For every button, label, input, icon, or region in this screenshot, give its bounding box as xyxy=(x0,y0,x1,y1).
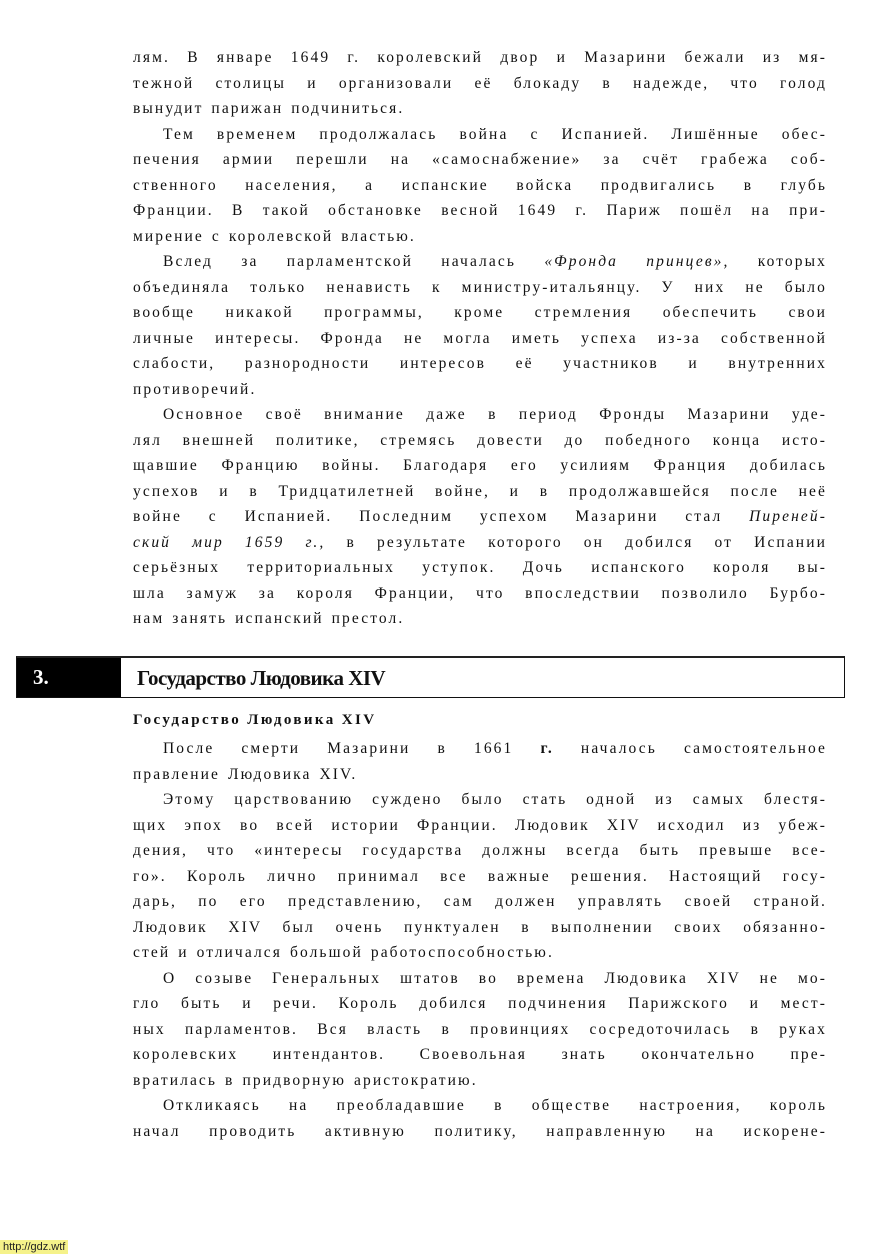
text-line: противоречий. xyxy=(133,380,257,398)
text-line: печения армии перешли на «самоснабжение» за счёт грабежа соб- xyxy=(133,151,827,168)
text-line: объединяла только ненависть к министру-итальянцу. У них не было xyxy=(133,278,827,296)
text-line: успехов и в Тридцатилетней войне, и в продолжавшейся после неё xyxy=(133,482,827,500)
text-line: гло быть и речи. Король добился подчинения Парижского и мест- xyxy=(133,995,827,1012)
text-line: О созыве Генеральных штатов во времена Людовика XIV не мо- xyxy=(163,969,827,987)
text-line: вынудит парижан подчиниться. xyxy=(133,100,405,117)
text-line: начал проводить активную политику, направленную на искорене- xyxy=(133,1122,827,1140)
text-line: лям. В январе 1649 г. королевский двор и Мазарини бежали из мя- xyxy=(133,49,827,66)
text-line: ственного населения, а испанские войска продвигались в глубь xyxy=(133,176,827,194)
text-line: Людовик XIV был очень пунктуален в выполнении своих обязанно- xyxy=(133,918,827,936)
text-line: го». Король лично принимал все важные решения. Настоящий госу- xyxy=(133,867,827,885)
italic-term: «Фронда принцев», xyxy=(544,253,730,270)
text-line: стей и отличался большой работоспособностью. xyxy=(133,944,554,961)
text-line xyxy=(133,249,827,275)
text-line xyxy=(133,736,827,762)
italic-term: ский мир 1659 г., xyxy=(133,533,326,551)
section-title: Государство Людовика XIV xyxy=(137,666,386,690)
text-line: Этому царствованию суждено было стать одной из самых блестя- xyxy=(163,791,827,808)
text-block-bottom xyxy=(133,736,827,1144)
text-line: ных парламентов. Вся власть в провинциях сосредоточилась в руках xyxy=(133,1020,827,1038)
text-line: дарь, по его представлению, сам должен управлять своей страной. xyxy=(133,893,827,910)
text-line: личные интересы. Фронда не могла иметь успеха из-за собственной xyxy=(133,329,827,347)
text-line: щих эпох во всей истории Франции. Людовик XIV исходил из убеж- xyxy=(133,816,827,834)
text-span: После смерти Мазарини в 1661 xyxy=(163,740,541,757)
text-span: войне с Испанией. Последним успехом Мазарини стал xyxy=(133,508,750,525)
section-number: 3. xyxy=(17,658,121,697)
text-line: Франции. В такой обстановке весной 1649 г. Париж пошёл на при- xyxy=(133,202,827,219)
italic-term: Пиреней- xyxy=(749,508,827,525)
text-line: вообще никакой программы, кроме стремления обеспечить свои xyxy=(133,304,827,321)
text-line: Тем временем продолжалась война с Испанией. Лишённые обес- xyxy=(163,125,827,143)
footer-link[interactable]: http://gdz.wtf xyxy=(0,1240,68,1254)
text-line: Откликаясь на преобладавшие в обществе настроения, король xyxy=(163,1097,827,1114)
text-span: началось самостоятельное xyxy=(553,740,827,757)
text-line: слабости, разнородности интересов её участников и внутренних xyxy=(133,355,827,372)
text-line: шла замуж за короля Франции, что впоследствии позволило Бурбо- xyxy=(133,584,827,602)
text-block-top xyxy=(133,45,827,632)
text-line: дения, что «интересы государства должны всегда быть превыше все- xyxy=(133,842,827,859)
text-line: лял внешней политике, стремясь довести до победного конца исто- xyxy=(133,431,827,449)
text-line: нам занять испанский престол. xyxy=(133,610,405,627)
text-span: г. xyxy=(540,740,554,757)
text-line: королевских интендантов. Своевольная знать окончательно пре- xyxy=(133,1046,827,1063)
text-line: серьёзных территориальных уступок. Дочь испанского короля вы- xyxy=(133,559,827,576)
text-line: Основное своё внимание даже в период Фронды Мазарини уде- xyxy=(163,406,827,423)
section-header xyxy=(16,656,845,698)
text-span: в результате которого он добился от Испании xyxy=(325,533,827,551)
text-span: которых xyxy=(729,253,827,270)
text-line: мирение с королевской властью. xyxy=(133,227,416,245)
text-line xyxy=(133,504,827,530)
text-line xyxy=(133,530,827,556)
text-line: правление Людовика XIV. xyxy=(133,765,358,783)
text-line: вратилась в придворную аристократию. xyxy=(133,1071,478,1089)
subheading: Государство Людовика XIV xyxy=(133,712,377,728)
text-line: тежной столицы и организовали её блокаду в надежде, что голод xyxy=(133,74,827,92)
text-line: щавшие Францию войны. Благодаря его усилиям Франция добилась xyxy=(133,457,827,474)
text-span: Вслед за парламентской началась xyxy=(163,253,545,270)
